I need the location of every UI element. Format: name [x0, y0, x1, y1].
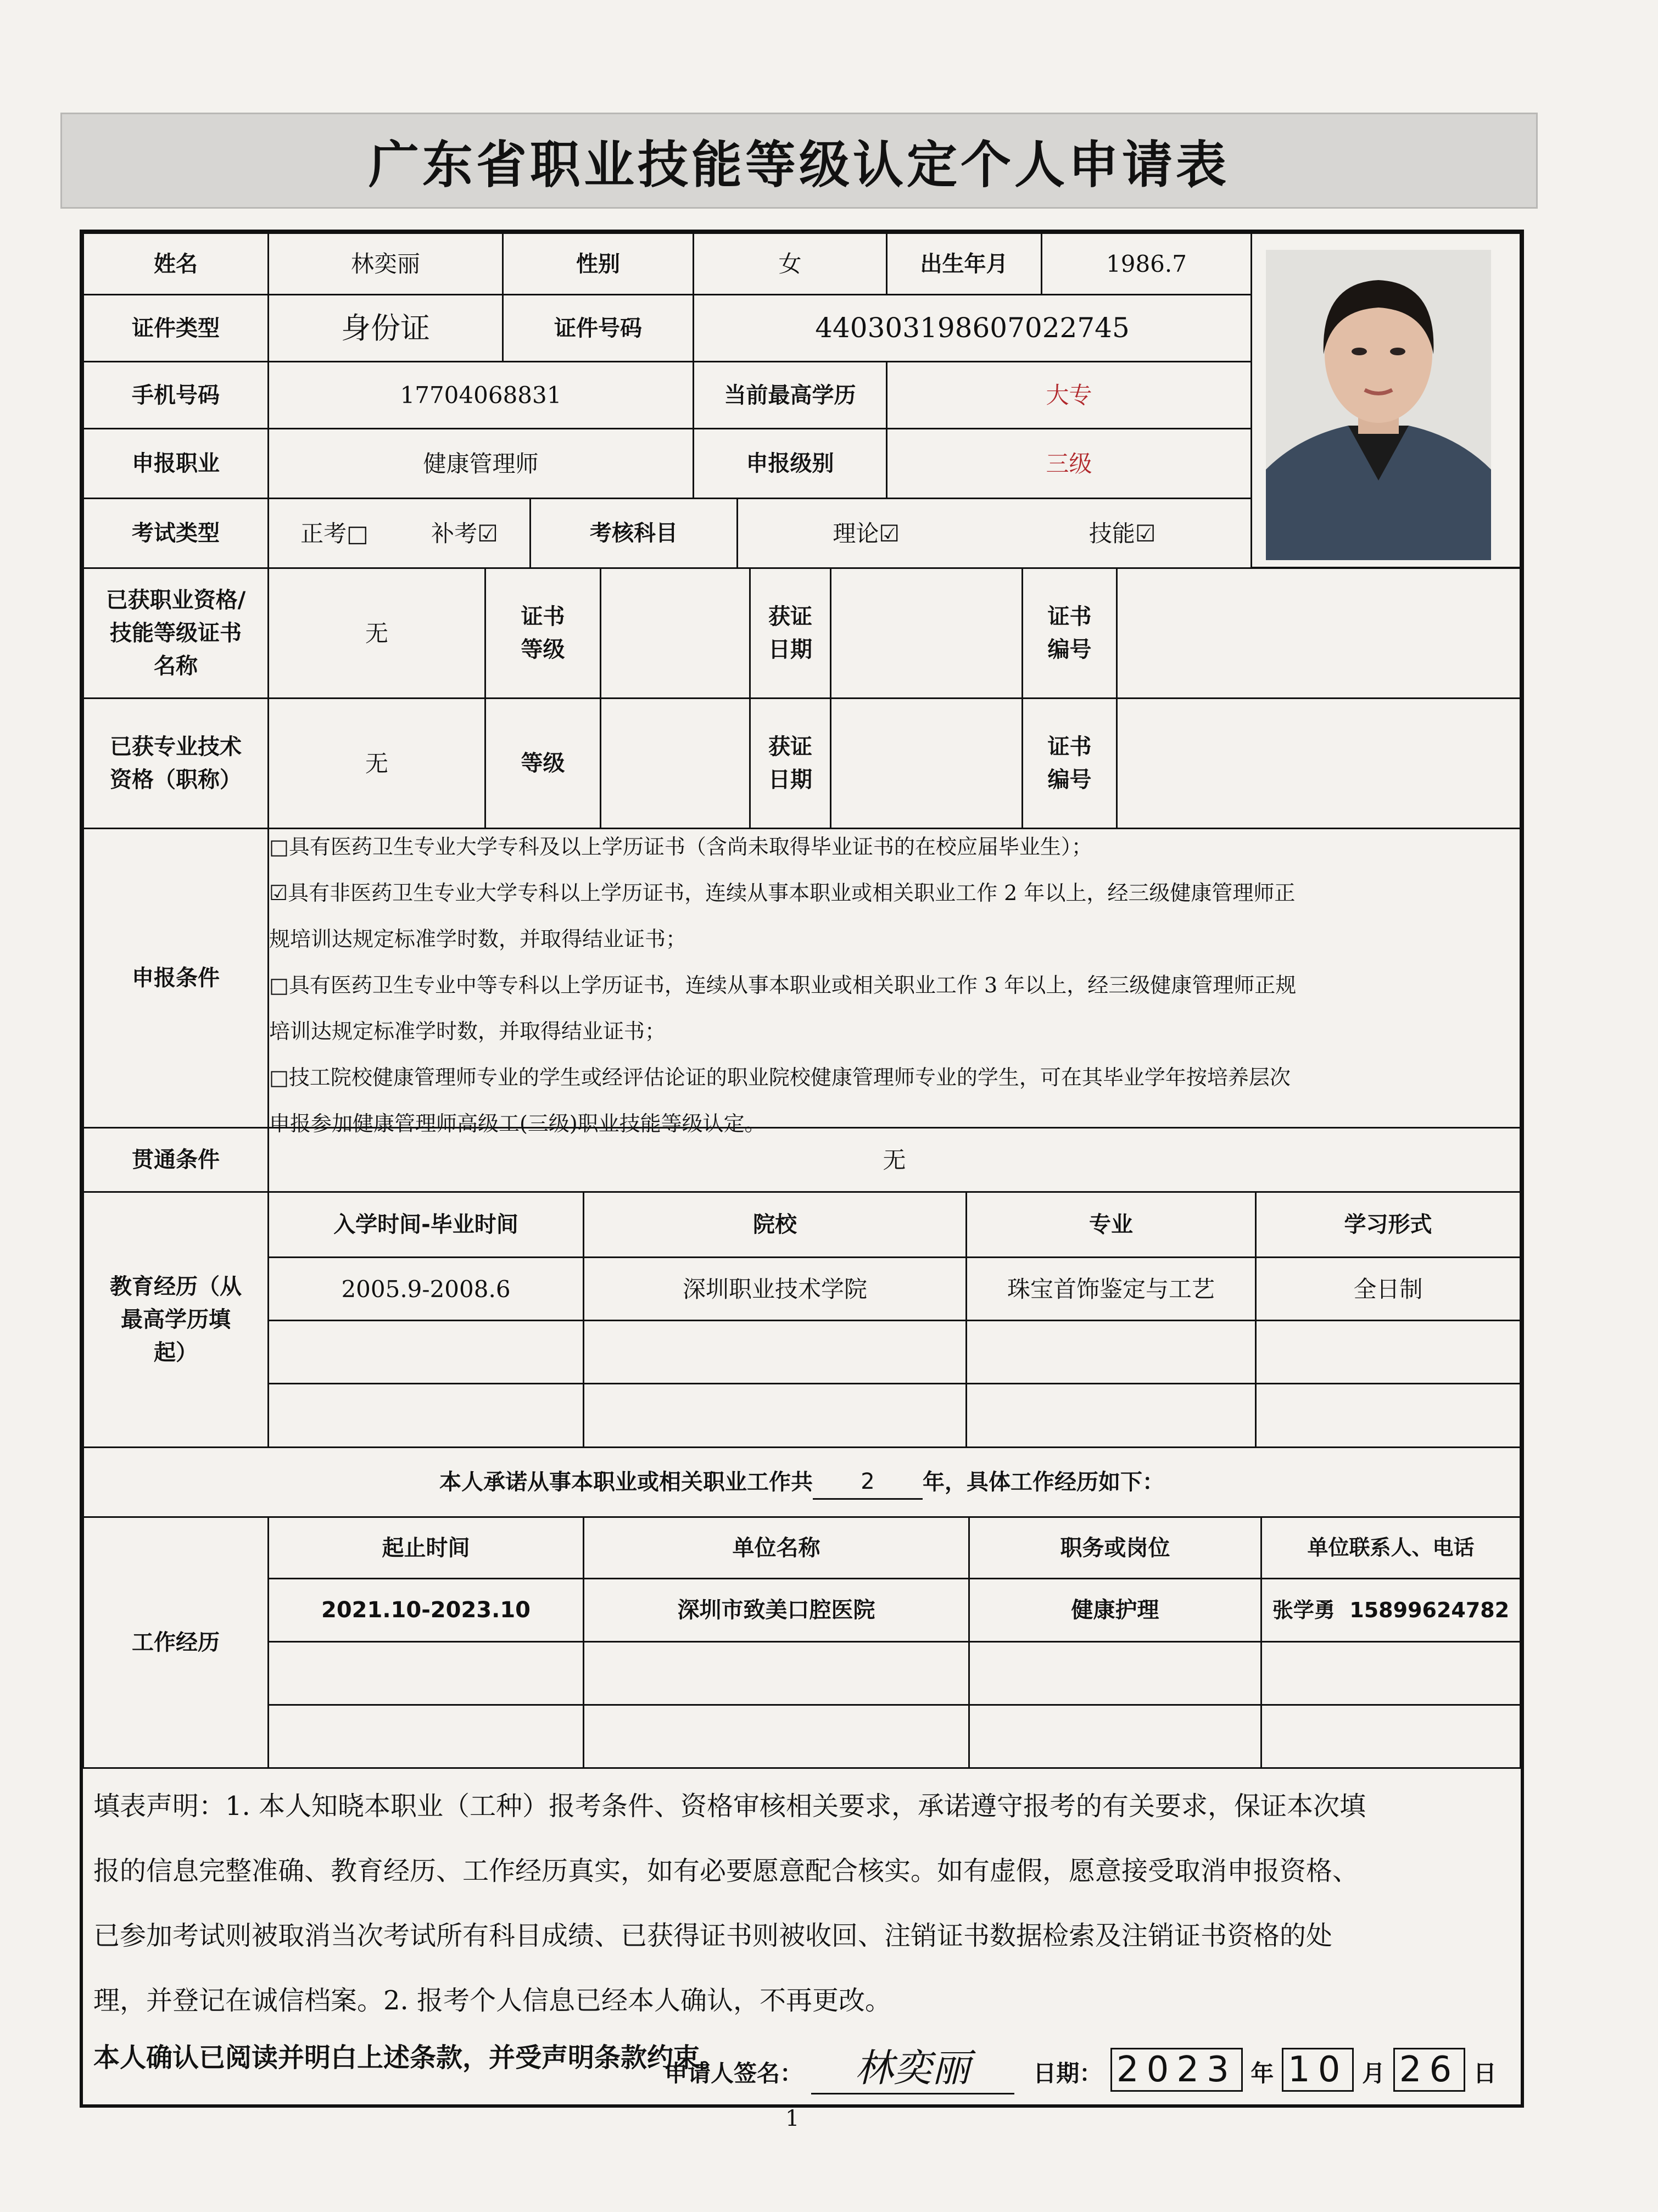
- declaration-confirm: 本人确认已阅读并明白上述条款，并受声明条款约束。: [93, 2042, 727, 2073]
- cert-no-value-cell: [1116, 567, 1521, 699]
- cert-date-value-cell: [830, 567, 1023, 699]
- label-edu: 当前最高学历: [693, 361, 887, 429]
- work-empty-cell: [1260, 1641, 1521, 1706]
- prof-level-value-cell: [600, 697, 751, 829]
- label-cert-no: 证书编号: [1021, 567, 1118, 699]
- date-label: 日期：: [1033, 2060, 1103, 2087]
- value-id-no: 440303198607022745: [693, 294, 1252, 362]
- work-header-position: 职务或岗位: [968, 1516, 1262, 1579]
- label-name: 姓名: [82, 232, 269, 295]
- condition-line: □具有医药卫生专业大学专科及以上学历证书（含尚未取得毕业证书的在校应届毕业生）；: [269, 835, 1092, 859]
- condition-line: □技工院校健康管理师专业的学生或经评估论证的职业院校健康管理师专业的学生，可在其毕业学年按培养层次: [269, 1065, 1291, 1090]
- edu-school: 深圳职业技术学院: [583, 1256, 967, 1321]
- label-education: 教育经历（从最高学历填起）: [82, 1191, 269, 1448]
- work-statement: [82, 1446, 1521, 1518]
- edu-empty-cell: [965, 1320, 1257, 1384]
- work-statement-prefix: 本人承诺从事本职业或相关职业工作共: [439, 1470, 813, 1495]
- value-through: 无: [267, 1127, 1521, 1193]
- edu-empty-cell: [267, 1383, 584, 1448]
- condition-line: 申报参加健康管理师高级工(三级)职业技能等级认定。: [269, 1111, 766, 1136]
- value-prof-title: 无: [267, 697, 486, 829]
- work-empty-cell: [968, 1641, 1262, 1706]
- label-cert-level: 证书等级: [484, 567, 601, 699]
- label-work: 工作经历: [82, 1516, 269, 1769]
- title-bar: [60, 113, 1538, 209]
- label-conditions: 申报条件: [82, 828, 269, 1129]
- label-prof-title: 已获专业技术资格（职称）: [82, 697, 269, 829]
- label-phone: 手机号码: [82, 361, 269, 429]
- edu-empty-cell: [267, 1320, 584, 1384]
- applicant-photo: [1266, 250, 1491, 560]
- condition-line: 规培训达规定标准学时数，并取得结业证书；: [269, 927, 687, 951]
- applicant-signature: 林奕丽: [811, 2037, 1014, 2094]
- label-job: 申报职业: [82, 428, 269, 499]
- page-number: 1: [785, 2106, 800, 2131]
- work-empty-cell: [968, 1704, 1262, 1769]
- edu-header-school: 院校: [583, 1191, 967, 1258]
- date-day-unit: 日: [1473, 2060, 1497, 2087]
- label-through: 贯通条件: [82, 1127, 269, 1193]
- label-exam-type: 考试类型: [82, 498, 269, 569]
- edu-empty-cell: [1255, 1383, 1521, 1448]
- work-header-contact: 单位联系人、电话: [1260, 1516, 1521, 1579]
- cert-level-value-cell: [600, 567, 751, 699]
- value-level: 三级: [886, 428, 1252, 499]
- value-name: 林奕丽: [267, 232, 504, 295]
- exam-main-option: 正考□: [300, 520, 369, 547]
- label-vocational-cert: 已获职业资格/技能等级证书名称: [82, 567, 269, 699]
- date-year-unit: 年: [1251, 2060, 1274, 2087]
- edu-empty-cell: [965, 1383, 1257, 1448]
- edu-period: 2005.9-2008.6: [267, 1256, 584, 1321]
- condition-line: □具有医药卫生专业中等专科以上学历证书，连续从事本职业或相关职业工作 3 年以上，经三级健康管理师正规: [269, 973, 1297, 997]
- label-prof-no: 证书编号: [1021, 697, 1118, 829]
- date-month: 10: [1282, 2048, 1354, 2092]
- label-id-type: 证件类型: [82, 294, 269, 362]
- work-empty-cell: [1260, 1704, 1521, 1769]
- label-gender: 性别: [502, 232, 694, 295]
- value-vocational-cert: 无: [267, 567, 486, 699]
- declaration: [93, 1774, 1516, 2082]
- declaration-line: 报的信息完整准确、教育经历、工作经历真实，如有必要愿意配合核实。如有虚假，愿意接受取消申报资格、: [93, 1856, 1359, 1886]
- edu-header-form: 学习形式: [1255, 1191, 1521, 1258]
- label-birth: 出生年月: [886, 232, 1042, 295]
- value-edu: 大专: [886, 361, 1252, 429]
- exam-makeup-option: 补考☑: [431, 520, 498, 547]
- prof-no-value-cell: [1116, 697, 1521, 829]
- form-title: 广东省职业技能等级认定个人申请表: [368, 135, 1230, 194]
- signature-label: 申请人签名：: [665, 2060, 803, 2087]
- label-exam-subject: 考核科目: [529, 498, 738, 569]
- conditions-list: [269, 824, 1499, 1147]
- declaration-line: 理，并登记在诚信档案。2. 报考个人信息已经本人确认，不再更改。: [93, 1985, 892, 2016]
- work-empty-cell: [267, 1641, 584, 1706]
- work-company: 深圳市致美口腔医院: [583, 1578, 970, 1643]
- date-year: 2023: [1110, 2048, 1243, 2092]
- edu-form: 全日制: [1255, 1256, 1521, 1321]
- condition-line: ☑具有非医药卫生专业大学专科以上学历证书，连续从事本职业或相关职业工作 2 年以上，经三级健康管理师正: [269, 881, 1296, 905]
- value-phone: 17704068831: [267, 361, 694, 429]
- work-statement-suffix: 年，具体工作经历如下：: [923, 1470, 1164, 1495]
- work-empty-cell: [583, 1641, 970, 1706]
- condition-line: 培训达规定标准学时数，并取得结业证书；: [269, 1019, 666, 1043]
- label-prof-level: 等级: [484, 697, 601, 829]
- signature-line: [665, 2037, 1497, 2094]
- exam-type-options: [267, 498, 531, 569]
- value-job: 健康管理师: [267, 428, 694, 499]
- value-gender: 女: [693, 232, 887, 295]
- work-position: 健康护理: [968, 1578, 1262, 1643]
- value-id-type: 身份证: [267, 294, 504, 362]
- work-empty-cell: [267, 1704, 584, 1769]
- edu-major: 珠宝首饰鉴定与工艺: [965, 1256, 1257, 1321]
- label-level: 申报级别: [693, 428, 887, 499]
- declaration-line: 填表声明：1. 本人知晓本职业（工种）报考条件、资格审核相关要求，承诺遵守报考的有关要求，保证本次填: [93, 1791, 1366, 1822]
- date-day: 26: [1393, 2048, 1465, 2092]
- work-empty-cell: [583, 1704, 970, 1769]
- edu-header-major: 专业: [965, 1191, 1257, 1258]
- edu-empty-cell: [1255, 1320, 1521, 1384]
- exam-subject-options: [736, 498, 1252, 569]
- work-years: 2: [813, 1465, 923, 1500]
- edu-empty-cell: [583, 1383, 967, 1448]
- declaration-line: 已参加考试则被取消当次考试所有科目成绩、已获得证书则被收回、注销证书数据检索及注销证书资格的处: [93, 1920, 1333, 1951]
- work-header-period: 起止时间: [267, 1516, 584, 1579]
- subject-theory-option: 理论☑: [833, 520, 900, 547]
- subject-skill-option: 技能☑: [1088, 520, 1156, 547]
- date-month-unit: 月: [1362, 2060, 1386, 2087]
- label-id-no: 证件号码: [502, 294, 694, 362]
- work-header-company: 单位名称: [583, 1516, 970, 1579]
- label-cert-date: 获证日期: [749, 567, 831, 699]
- work-period: 2021.10-2023.10: [267, 1578, 584, 1643]
- edu-empty-cell: [583, 1320, 967, 1384]
- label-prof-date: 获证日期: [749, 697, 831, 829]
- edu-header-period: 入学时间-毕业时间: [267, 1191, 584, 1258]
- value-birth: 1986.7: [1041, 232, 1252, 295]
- prof-date-value-cell: [830, 697, 1023, 829]
- work-contact: 张学勇 15899624782: [1260, 1578, 1521, 1643]
